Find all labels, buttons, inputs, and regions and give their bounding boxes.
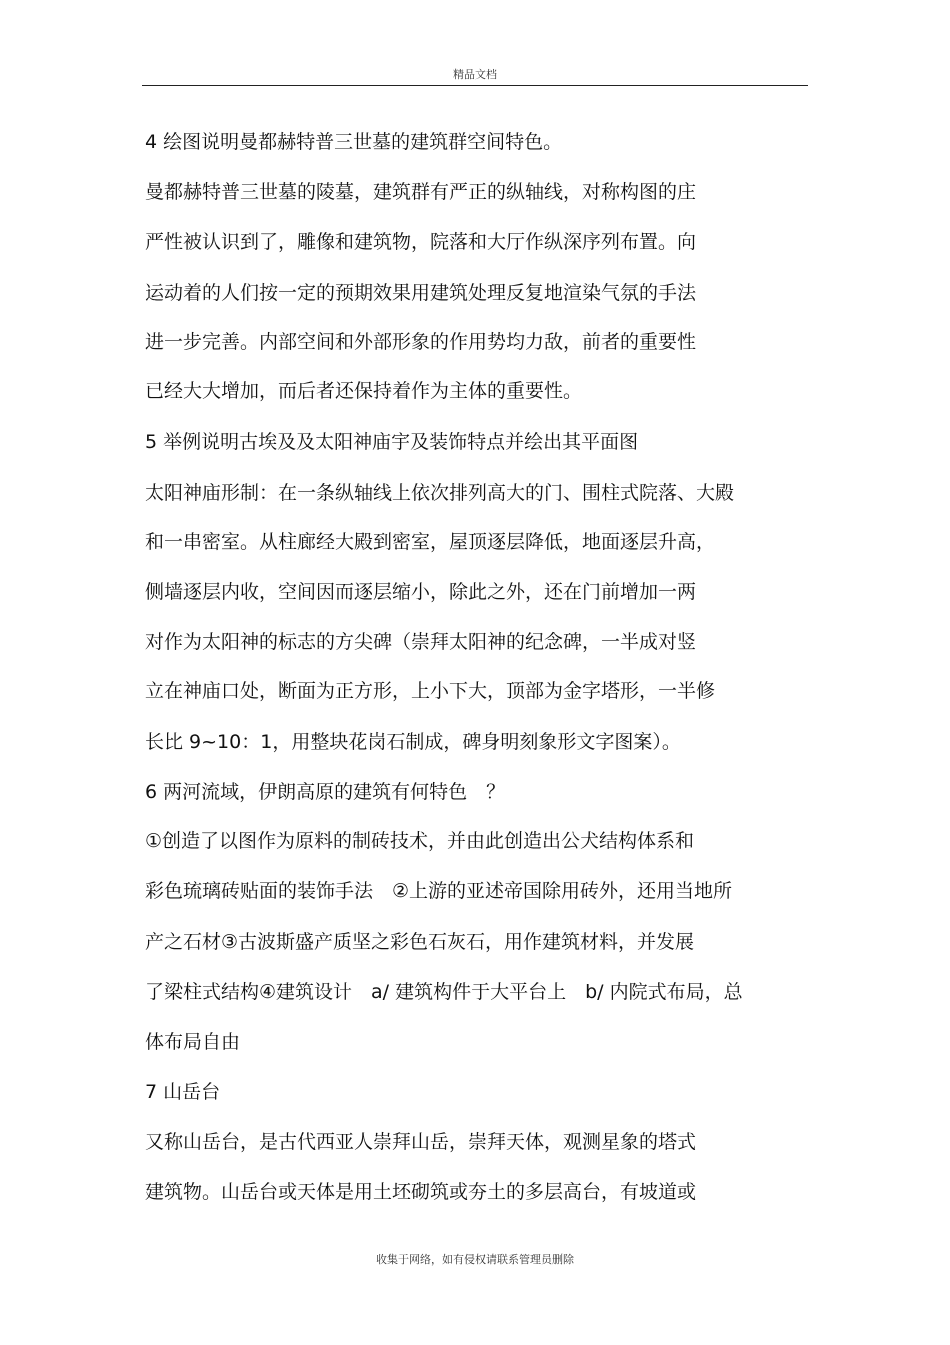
paragraph-line: 长比 9~10：1，用整块花岗石制成，碑身明刻象形文字图案）。 [145,731,681,753]
paragraph-line: 建筑物。山岳台或天体是用土坯砌筑或夯土的多层高台，有坡道或 [145,1181,697,1203]
paragraph-line: 立在神庙口处，断面为正方形，上小下大，顶部为金字塔形，一半修 [145,680,716,702]
paragraph-line: 产之石材③古波斯盛产质坚之彩色石灰石，用作建筑材料，并发展 [145,931,695,953]
paragraph-line: 和一串密室。从柱廊经大殿到密室，屋顶逐层降低，地面逐层升高， [145,531,716,553]
paragraph-line: 进一步完善。内部空间和外部形象的作用势均力敌，前者的重要性 [145,331,697,353]
heading-6: 6 两河流域，伊朗高原的建筑有何特色 ？ [145,781,506,803]
paragraph-line: 又称山岳台，是古代西亚人崇拜山岳，崇拜天体，观测星象的塔式 [145,1131,697,1153]
paragraph-line: 曼都赫特普三世墓的陵墓，建筑群有严正的纵轴线，对称构图的庄 [145,181,697,203]
paragraph-line: 运动着的人们按一定的预期效果用建筑处理反复地渲染气氛的手法 [145,282,697,304]
paragraph-line: 已经大大增加，而后者还保持着作为主体的重要性。 [145,380,583,402]
heading-4: 4 绘图说明曼都赫特普三世墓的建筑群空间特色。 [145,131,563,153]
paragraph-line: 太阳神庙形制：在一条纵轴线上依次排列高大的门、围柱式院落、大殿 [145,482,735,504]
paragraph-line: ①创造了以图作为原料的制砖技术，并由此创造出公犬结构体系和 [145,830,695,852]
paragraph-line: 侧墙逐层内收，空间因而逐层缩小，除此之外，还在门前增加一两 [145,581,697,603]
paragraph-line: 了梁柱式结构④建筑设计 a/ 建筑构件于大平台上 b/ 内院式布局，总 [145,981,743,1003]
page-footer: 收集于网络，如有侵权请联系管理员删除 [376,1253,574,1266]
page-header: 精品文档 [453,68,497,81]
paragraph-line: 对作为太阳神的标志的方尖碑（崇拜太阳神的纪念碑，一半成对竖 [145,631,697,653]
heading-5: 5 举例说明古埃及及太阳神庙宇及装饰特点并绘出其平面图 [145,431,639,453]
heading-7: 7 山岳台 [145,1081,221,1103]
paragraph-line: 彩色琉璃砖贴面的装饰手法 ②上游的亚述帝国除用砖外，还用当地所 [145,880,733,902]
paragraph-line: 体布局自由 [145,1031,241,1053]
paragraph-line: 严性被认识到了，雕像和建筑物，院落和大厅作纵深序列布置。向 [145,231,697,253]
